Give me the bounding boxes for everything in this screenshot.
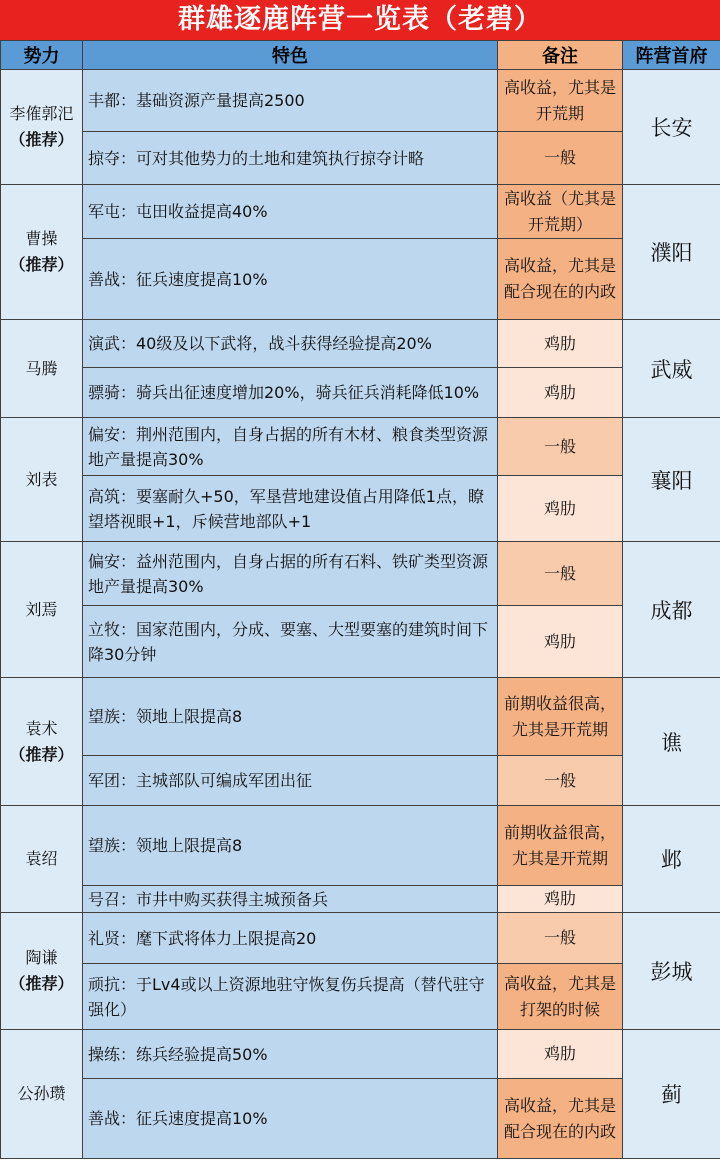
feature-cell: 立牧：国家范围内，分成、要塞、大型要塞的建筑时间下降30分钟 (83, 606, 498, 678)
recommend-label: （推荐） (9, 130, 74, 149)
table-row (1, 606, 720, 678)
note-cell: 前期收益很高，尤其是开荒期 (498, 678, 623, 756)
faction-table (0, 40, 720, 1159)
faction-cell (1, 542, 83, 678)
table-body (1, 70, 720, 1159)
capital-cell: 邺 (623, 806, 720, 913)
sheet-title: 群雄逐鹿阵营一览表（老碧） (0, 0, 720, 40)
faction-cell (1, 70, 83, 185)
note-cell: 鸡肋 (498, 476, 623, 542)
note-cell: 鸡肋 (498, 886, 623, 913)
faction-cell (1, 185, 83, 320)
capital-cell: 成都 (623, 542, 720, 678)
table-row (1, 239, 720, 320)
header-row (1, 41, 720, 70)
faction-cell (1, 806, 83, 913)
header-feature: 特色 (83, 41, 498, 70)
note-cell: 鸡肋 (498, 368, 623, 418)
feature-cell: 高筑：要塞耐久+50，军垦营地建设值占用降低1点，瞭望塔视眼+1，斥候营地部队+1 (83, 476, 498, 542)
table-row (1, 806, 720, 886)
header-capital: 阵营首府 (623, 41, 720, 70)
feature-cell: 顽抗：于Lv4或以上资源地驻守恢复伤兵提高（替代驻守强化） (83, 964, 498, 1030)
feature-cell: 善战：征兵速度提高10% (83, 1079, 498, 1159)
table-row (1, 542, 720, 606)
faction-cell (1, 418, 83, 542)
note-cell: 高收益，尤其是打架的时候 (498, 964, 623, 1030)
table-row (1, 418, 720, 476)
capital-cell: 蓟 (623, 1030, 720, 1159)
faction-cell (1, 320, 83, 418)
feature-cell: 偏安：益州范围内，自身占据的所有石料、铁矿类型资源地产量提高30% (83, 542, 498, 606)
table-row (1, 886, 720, 913)
feature-cell: 丰都：基础资源产量提高2500 (83, 70, 498, 132)
header-note: 备注 (498, 41, 623, 70)
note-cell: 鸡肋 (498, 320, 623, 368)
faction-name: 曹操 (25, 229, 58, 248)
feature-cell: 掠夺：可对其他势力的土地和建筑执行掠夺计略 (83, 132, 498, 185)
table-row (1, 476, 720, 542)
capital-cell: 襄阳 (623, 418, 720, 542)
table-row (1, 185, 720, 239)
capital-cell: 谯 (623, 678, 720, 806)
feature-cell: 号召：市井中购买获得主城预备兵 (83, 886, 498, 913)
feature-cell: 善战：征兵速度提高10% (83, 239, 498, 320)
table-row (1, 320, 720, 368)
faction-name: 刘焉 (25, 599, 58, 619)
feature-cell: 军团：主城部队可编成军团出征 (83, 756, 498, 806)
faction-name: 刘表 (25, 469, 58, 489)
note-cell: 高收益，尤其是开荒期 (498, 70, 623, 132)
faction-name: 公孙瓒 (17, 1084, 66, 1103)
table-row (1, 70, 720, 132)
note-cell: 一般 (498, 542, 623, 606)
note-cell: 高收益，尤其是配合现在的内政 (498, 1079, 623, 1159)
note-cell: 一般 (498, 418, 623, 476)
feature-cell: 望族：领地上限提高8 (83, 806, 498, 886)
faction-name: 袁绍 (25, 849, 58, 868)
capital-cell: 濮阳 (623, 185, 720, 320)
capital-cell: 彭城 (623, 913, 720, 1030)
note-cell: 一般 (498, 756, 623, 806)
capital-cell: 武威 (623, 320, 720, 418)
table-row (1, 1030, 720, 1079)
faction-name: 陶谦 (25, 948, 58, 967)
feature-cell: 望族：领地上限提高8 (83, 678, 498, 756)
feature-cell: 礼贤：麾下武将体力上限提高20 (83, 913, 498, 964)
faction-name: 马腾 (25, 358, 58, 378)
feature-cell: 骠骑：骑兵出征速度增加20%，骑兵征兵消耗降低10% (83, 368, 498, 418)
faction-cell (1, 678, 83, 806)
recommend-label: （推荐） (9, 744, 74, 764)
faction-cell (1, 913, 83, 1030)
table-row (1, 368, 720, 418)
feature-cell: 演武：40级及以下武将，战斗获得经验提高20% (83, 320, 498, 368)
note-cell: 鸡肋 (498, 606, 623, 678)
recommend-label: （推荐） (9, 974, 74, 993)
recommend-label: （推荐） (9, 255, 74, 274)
note-cell: 高收益，尤其是配合现在的内政 (498, 239, 623, 320)
faction-name: 袁术 (25, 718, 58, 738)
note-cell: 前期收益很高，尤其是开荒期 (498, 806, 623, 886)
table-row (1, 678, 720, 756)
header-faction: 势力 (1, 41, 83, 70)
faction-cell (1, 1030, 83, 1159)
feature-cell: 偏安：荆州范围内，自身占据的所有木材、粮食类型资源地产量提高30% (83, 418, 498, 476)
note-cell: 一般 (498, 132, 623, 185)
table-row (1, 1079, 720, 1159)
table-row (1, 964, 720, 1030)
table-row (1, 756, 720, 806)
feature-cell: 军屯：屯田收益提高40% (83, 185, 498, 239)
feature-cell: 操练：练兵经验提高50% (83, 1030, 498, 1079)
note-cell: 一般 (498, 913, 623, 964)
note-cell: 高收益（尤其是开荒期） (498, 185, 623, 239)
table-row (1, 132, 720, 185)
capital-cell: 长安 (623, 70, 720, 185)
note-cell: 鸡肋 (498, 1030, 623, 1079)
faction-name: 李傕郭汜 (9, 104, 74, 123)
table-row (1, 913, 720, 964)
